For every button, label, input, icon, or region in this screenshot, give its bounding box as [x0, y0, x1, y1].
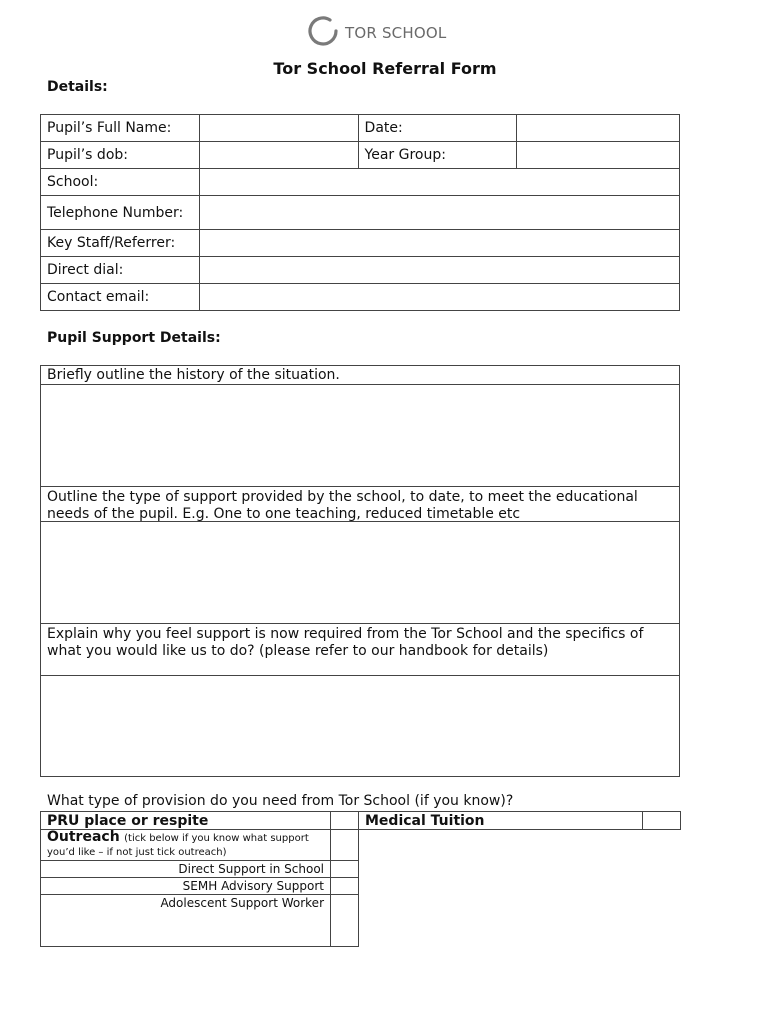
details-heading: Details: [47, 79, 108, 95]
why-support-question-row [41, 624, 679, 676]
logo [306, 14, 446, 46]
history-question-row [41, 366, 679, 385]
details-table [40, 114, 680, 311]
table-row [41, 812, 681, 830]
table-row [41, 257, 680, 284]
table-row [41, 115, 680, 142]
outreach-note: (tick below if you know what support you’d like – if not just tick outreach) [47, 833, 309, 858]
direct-support-label: Direct Support in School [41, 861, 331, 878]
dob-label: Pupil’s dob: [41, 142, 200, 169]
pru-tick-box[interactable] [331, 812, 359, 830]
telephone-label: Telephone Number: [41, 196, 200, 230]
semh-advisory-tick-box[interactable] [331, 878, 359, 895]
semh-advisory-label: SEMH Advisory Support [41, 878, 331, 895]
full-name-field[interactable] [199, 115, 358, 142]
support-section [40, 365, 680, 777]
history-answer-field[interactable] [41, 385, 679, 487]
page-title: Tor School Referral Form [273, 59, 497, 78]
outreach-label: Outreach [47, 829, 120, 845]
dob-field[interactable] [199, 142, 358, 169]
school-label: School: [41, 169, 200, 196]
why-support-answer-field[interactable] [41, 676, 679, 776]
outreach-cell [41, 830, 331, 861]
provision-question: What type of provision do you need from Tor School (if you know)? [47, 793, 514, 809]
outreach-tick-box[interactable] [331, 830, 359, 861]
date-label: Date: [358, 115, 517, 142]
empty-cell [359, 830, 681, 947]
key-staff-label: Key Staff/Referrer: [41, 230, 200, 257]
provision-table [40, 811, 681, 947]
direct-dial-field[interactable] [199, 257, 679, 284]
adolescent-support-label: Adolescent Support Worker [41, 895, 331, 947]
full-name-label: Pupil’s Full Name: [41, 115, 200, 142]
contact-email-field[interactable] [199, 284, 679, 311]
table-row [41, 169, 680, 196]
table-row [41, 230, 680, 257]
support-provided-answer-field[interactable] [41, 522, 679, 624]
logo-ring-icon [306, 14, 342, 46]
adolescent-support-tick-box[interactable] [331, 895, 359, 947]
telephone-field[interactable] [199, 196, 679, 230]
contact-email-label: Contact email: [41, 284, 200, 311]
direct-support-tick-box[interactable] [331, 861, 359, 878]
table-row [41, 196, 680, 230]
key-staff-field[interactable] [199, 230, 679, 257]
date-field[interactable] [517, 115, 680, 142]
support-heading: Pupil Support Details: [47, 330, 221, 346]
table-row [41, 284, 680, 311]
table-row [41, 142, 680, 169]
direct-dial-label: Direct dial: [41, 257, 200, 284]
school-field[interactable] [199, 169, 679, 196]
medical-tuition-tick-box[interactable] [643, 812, 681, 830]
year-group-field[interactable] [517, 142, 680, 169]
pru-label: PRU place or respite [41, 812, 331, 830]
history-question: Briefly outline the history of the situation. [47, 367, 340, 383]
medical-tuition-label: Medical Tuition [359, 812, 643, 830]
logo-text: TOR SCHOOL [345, 24, 447, 42]
table-row [41, 830, 681, 861]
support-provided-question-row [41, 487, 679, 522]
year-group-label: Year Group: [358, 142, 517, 169]
support-provided-question: Outline the type of support provided by the school, to date, to meet the educational needs of the pupil. E.g. One to one teaching, reduced timetable etc [47, 489, 638, 522]
why-support-question: Explain why you feel support is now required from the Tor School and the specifics of what you would like us to do? (please refer to our handbook for details) [47, 626, 644, 659]
